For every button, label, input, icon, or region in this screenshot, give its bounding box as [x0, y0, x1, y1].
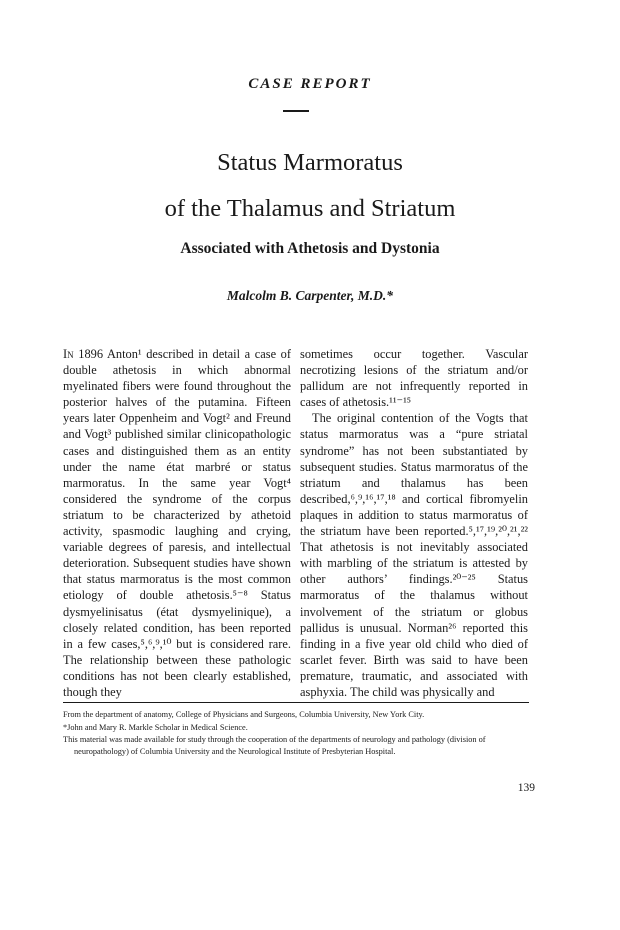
section-divider: [283, 110, 309, 112]
body-paragraph: [63, 346, 291, 700]
footnote-author-note: *John and Mary R. Markle Scholar in Medical Science.: [63, 722, 248, 732]
article-title-line-1: Status Marmoratus: [217, 149, 403, 176]
footnote-affiliation: From the department of anatomy, College of Physicians and Surgeons, Columbia University, New York City.: [63, 710, 425, 719]
footnotes: [63, 709, 533, 758]
section-label: CASE REPORT: [248, 76, 372, 92]
dropcap-word: In: [63, 347, 74, 361]
paragraph-text: 1896 Anton¹ described in detail a case of double athetosis in which abnormal myelinated fibers were found throughout the posterior halves of the putamina. Fifteen years later Oppenheim and Vogt² and Freund and Vogt³ published similar clinicopathologic cases and distinguished them as an entity under the name état marbré or status marmoratus. In the same year Vogt⁴ considered the syndrome of the corpus striatum to be characterized by athetoid activity, spasmodic laughing and crying, variable degrees of paresis, and intellectual deterioration. Subsequent studies have shown that status marmoratus is the most common etiology of double athetosis.⁵⁻⁸ Status dysmyelinisatus (état dysmyelinique), a closely related condition, has been reported in a few cases,⁵,⁶,⁹,¹⁰ but is considered rare. The relationship between these pathologic conditions has not been clearly established, though they: [63, 347, 291, 699]
body-paragraph: sometimes occur together. Vascular necrotizing lesions of the striatum and/or pallidum are not infrequently reported in cases of athetosis.¹¹⁻¹⁵: [300, 347, 528, 410]
body-column-right: [300, 346, 528, 700]
body-paragraph: The original contention of the Vogts that status marmoratus was a “pure striatal syndrome” has not been substantiated by subsequent studies. Status marmoratus of the striatum and thalamus has been described,⁶,⁹,¹⁶,¹⁷,¹⁸ and cortical fibromyelin plaques in addition to status marmoratus of the striatum have been reported.⁵,¹⁷,¹⁹,²⁰,²¹,²² That athetosis is not inevitably associated with marbling of the striatum is attested by other authors’ findings.²⁰⁻²⁵ Status marmoratus of the thalamus without involvement of the striatum or globus pallidus is unusual. Norman²⁶ reported this finding in a five year old child who died of scarlet fever. Birth was said to have been premature, traumatic, and associated with asphyxia. The child was physically and: [300, 411, 528, 699]
footnote-acknowledgment: This material was made available for study through the cooperation of the departments of neurology and pathology (division of neuropathology) of Columbia University and the Neurological Institute of Presbyterian Hospital.: [63, 735, 486, 756]
article-subtitle: Associated with Athetosis and Dystonia: [180, 240, 440, 257]
author-byline: Malcolm B. Carpenter, M.D.*: [226, 288, 394, 303]
footnote-divider: [63, 702, 529, 703]
page-number: 139: [517, 782, 535, 794]
article-title-line-2: of the Thalamus and Striatum: [164, 195, 456, 222]
body-column-left: [63, 346, 291, 700]
